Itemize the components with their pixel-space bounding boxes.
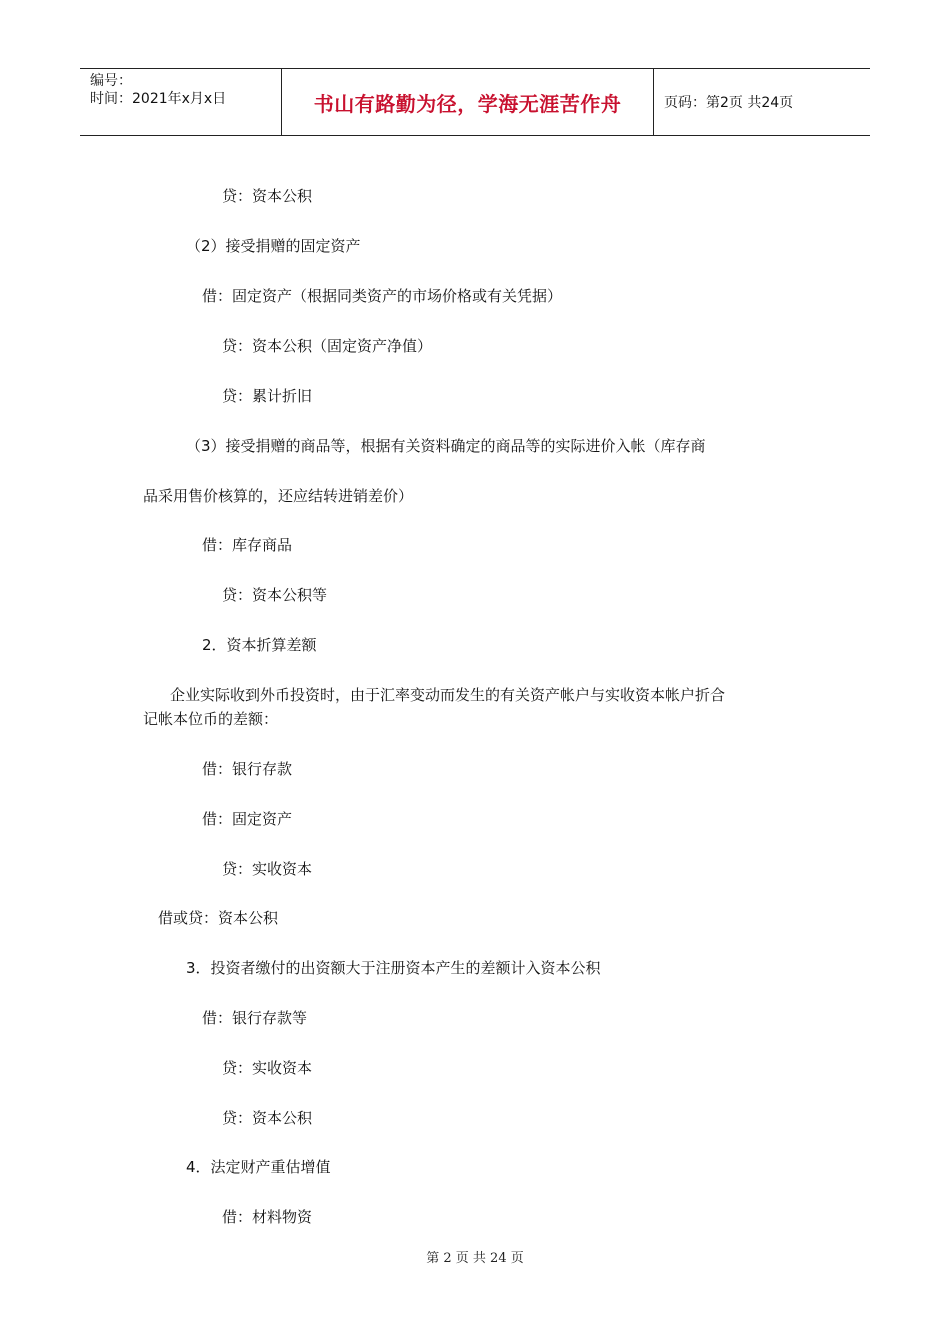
header-page-cell [654, 69, 870, 135]
body-line: 贷：实收资本 [222, 1059, 313, 1077]
body-line: 贷：资本公积 [222, 1109, 313, 1127]
body-line: 贷：资本公积 [222, 187, 313, 205]
body-line: 借或贷：资本公积 [158, 909, 279, 927]
body-line: 企业实际收到外币投资时，由于汇率变动而发生的有关资产帐户与实收资本帐户折合 [170, 686, 726, 704]
body-line: 记帐本位币的差额： [143, 710, 279, 728]
body-line: 借：固定资产 [202, 810, 293, 828]
body-line: 贷：资本公积等 [222, 586, 328, 604]
doc-number-label: 编号： [90, 73, 132, 89]
page-header [80, 68, 870, 136]
body-line: 3．投资者缴付的出资额大于注册资本产生的差额计入资本公积 [186, 959, 601, 977]
body-line: 4．法定财产重估增值 [186, 1158, 331, 1176]
body-line: 贷：累计折旧 [222, 387, 313, 405]
body-line: （3）接受捐赠的商品等，根据有关资料确定的商品等的实际进价入帐（库存商 [186, 437, 706, 455]
body-line: 借：库存商品 [202, 536, 293, 554]
body-line: 2．资本折算差额 [202, 636, 317, 654]
body-line: 品采用售价核算的，还应结转进销差价） [143, 487, 414, 505]
header-page-label: 页码：第2页 共24页 [664, 95, 794, 111]
body-line: 贷：资本公积（固定资产净值） [222, 337, 433, 355]
header-motto: 书山有路勤为径，学海无涯苦作舟 [313, 91, 622, 116]
body-line: 借：固定资产（根据同类资产的市场价格或有关凭据） [202, 287, 563, 305]
doc-time-label: 时间：2021年x月x日 [90, 91, 227, 107]
page-footer: 第 2 页 共 24 页 [426, 1251, 524, 1266]
body-line: 借：银行存款 [202, 760, 293, 778]
header-meta [80, 69, 282, 135]
header-motto-cell [282, 69, 654, 135]
body-line: 贷：实收资本 [222, 860, 313, 878]
body-line: 借：材料物资 [222, 1208, 313, 1226]
body-line: （2）接受捐赠的固定资产 [186, 237, 361, 255]
body-line: 借：银行存款等 [202, 1009, 308, 1027]
